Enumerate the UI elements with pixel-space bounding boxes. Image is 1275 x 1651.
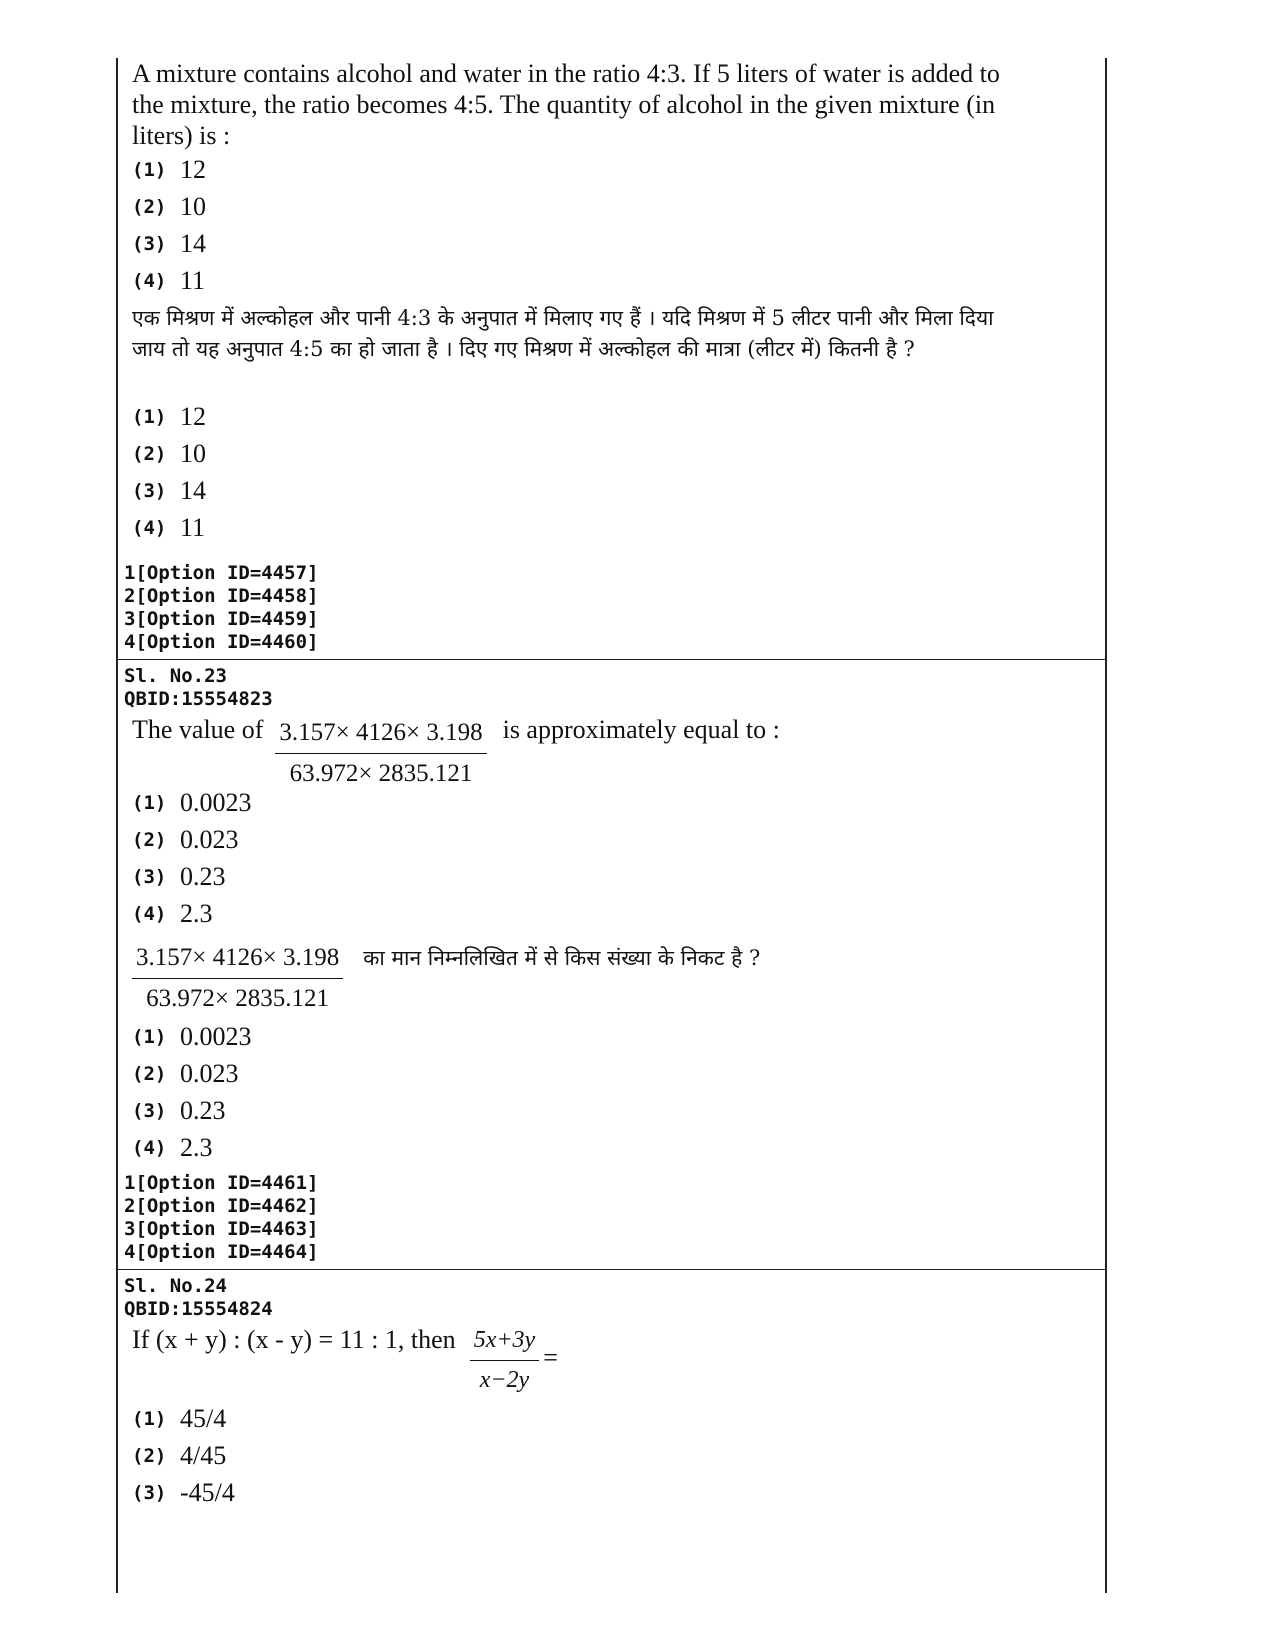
option-value: 11 [180, 512, 206, 542]
option-value: 11 [180, 265, 206, 295]
serial-number: Sl. No.23 [124, 665, 227, 687]
question-22-block [118, 58, 1098, 151]
option-id-line: 4[Option ID=4464] [124, 1241, 319, 1263]
option-1 [132, 1400, 1098, 1437]
option-1 [132, 151, 1098, 188]
option-value: 0.0023 [180, 787, 252, 817]
option-value: 0.023 [180, 824, 239, 854]
fraction-denominator: 63.972× 2835.121 [289, 760, 473, 787]
option-3 [132, 858, 1098, 895]
qbid: QBID:15554824 [124, 1298, 273, 1320]
question-22-options-hi [118, 398, 1098, 546]
stem-tail-text: is approximately equal to : [502, 715, 780, 744]
option-2 [132, 1437, 1098, 1474]
option-number: (3) [132, 865, 167, 888]
option-4 [132, 262, 1098, 299]
question-24-stem-en [118, 1321, 1098, 1394]
equals-sign: = [543, 1343, 558, 1372]
option-value: 14 [180, 475, 206, 505]
option-2 [132, 1055, 1098, 1092]
option-number: (1) [132, 791, 167, 814]
question-24-options-en [118, 1400, 1098, 1511]
option-value: 0.23 [180, 1095, 226, 1125]
stem-lead-text: The value of [132, 715, 264, 744]
option-number: (2) [132, 828, 167, 851]
option-value: 12 [180, 154, 206, 184]
option-value: 14 [180, 228, 206, 258]
option-number: (4) [132, 516, 167, 539]
option-value: 10 [180, 191, 206, 221]
question-23-options-en [118, 784, 1098, 932]
option-1 [132, 784, 1098, 821]
stem-tail-text-hi: का मान निम्नलिखित में से किस संख्या के निकट है ? [363, 946, 761, 970]
fraction-numerator: 3.157× 4126× 3.198 [132, 944, 343, 979]
option-id-line: 2[Option ID=4462] [124, 1195, 319, 1217]
option-value: 10 [180, 438, 206, 468]
question-23-stem-en [118, 713, 1098, 788]
option-3 [132, 225, 1098, 262]
question-22-text-en: A mixture contains alcohol and water in the ratio 4:3. If 5 liters of water is added to the mixture, the ratio becomes 4:5. The quantity of alcohol in the given mixture (in liters) is : [132, 59, 1000, 150]
question-paper-frame [116, 58, 1107, 1593]
question-22-option-ids [118, 562, 1098, 654]
option-id-line: 3[Option ID=4459] [124, 608, 319, 630]
fraction-expression [132, 944, 343, 1013]
option-value: -45/4 [180, 1477, 235, 1507]
option-number: (2) [132, 1062, 167, 1085]
question-22-text-hi: एक मिश्रण में अल्कोहल और पानी 4:3 के अनुपात में मिलाए गए हैं । यदि मिश्रण में 5 लीटर पानी और मिला दिया जाय तो यह अनुपात 4:5 का हो जाता है । दिए गए मिश्रण में अल्कोहल की मात्रा (लीटर में) कितनी है ? [132, 306, 994, 361]
option-id-line: 3[Option ID=4463] [124, 1218, 319, 1240]
fraction-numerator: 3.157× 4126× 3.198 [275, 719, 486, 754]
option-id-line: 2[Option ID=4458] [124, 585, 319, 607]
option-3 [132, 472, 1098, 509]
section-divider [118, 1269, 1105, 1270]
option-number: (3) [132, 232, 167, 255]
option-4 [132, 509, 1098, 546]
option-id-line: 4[Option ID=4460] [124, 631, 319, 653]
fraction-denominator: 63.972× 2835.121 [146, 985, 330, 1012]
question-23-options-hi [118, 1018, 1098, 1166]
fraction-denominator: x−2y [479, 1367, 530, 1393]
option-value: 0.23 [180, 861, 226, 891]
option-number: (4) [132, 1136, 167, 1159]
option-number: (1) [132, 158, 167, 181]
option-number: (2) [132, 442, 167, 465]
option-number: (4) [132, 902, 167, 925]
question-23-header [118, 665, 1098, 711]
question-22-options-en [118, 151, 1098, 299]
question-24-header [118, 1275, 1098, 1321]
qbid: QBID:15554823 [124, 688, 273, 710]
option-2 [132, 435, 1098, 472]
serial-number: Sl. No.24 [124, 1275, 227, 1297]
fraction-expression [275, 719, 486, 788]
question-23-option-ids [118, 1172, 1098, 1264]
option-number: (2) [132, 195, 167, 218]
option-3 [132, 1092, 1098, 1129]
option-number: (1) [132, 405, 167, 428]
question-22-hindi-block [118, 303, 1098, 365]
option-value: 2.3 [180, 898, 213, 928]
option-value: 0.0023 [180, 1021, 252, 1051]
option-number: (4) [132, 269, 167, 292]
question-23-stem-hi [118, 944, 1098, 1013]
option-2 [132, 188, 1098, 225]
option-number: (3) [132, 479, 167, 502]
option-number: (1) [132, 1025, 167, 1048]
option-value: 2.3 [180, 1132, 213, 1162]
stem-lead-text: If (x + y) : (x - y) = 11 : 1, then [132, 1325, 456, 1354]
option-2 [132, 821, 1098, 858]
option-value: 12 [180, 401, 206, 431]
option-number: (1) [132, 1407, 167, 1430]
fraction-expression [470, 1327, 540, 1394]
option-value: 0.023 [180, 1058, 239, 1088]
option-value: 4/45 [180, 1440, 227, 1470]
option-number: (3) [132, 1099, 167, 1122]
option-4 [132, 895, 1098, 932]
option-3 [132, 1474, 1098, 1511]
option-value: 45/4 [180, 1403, 227, 1433]
option-id-line: 1[Option ID=4461] [124, 1172, 319, 1194]
option-id-line: 1[Option ID=4457] [124, 562, 319, 584]
option-number: (3) [132, 1481, 167, 1504]
fraction-numerator: 5x+3y [470, 1327, 540, 1361]
option-1 [132, 398, 1098, 435]
option-4 [132, 1129, 1098, 1166]
option-1 [132, 1018, 1098, 1055]
section-divider [118, 659, 1105, 660]
option-number: (2) [132, 1444, 167, 1467]
